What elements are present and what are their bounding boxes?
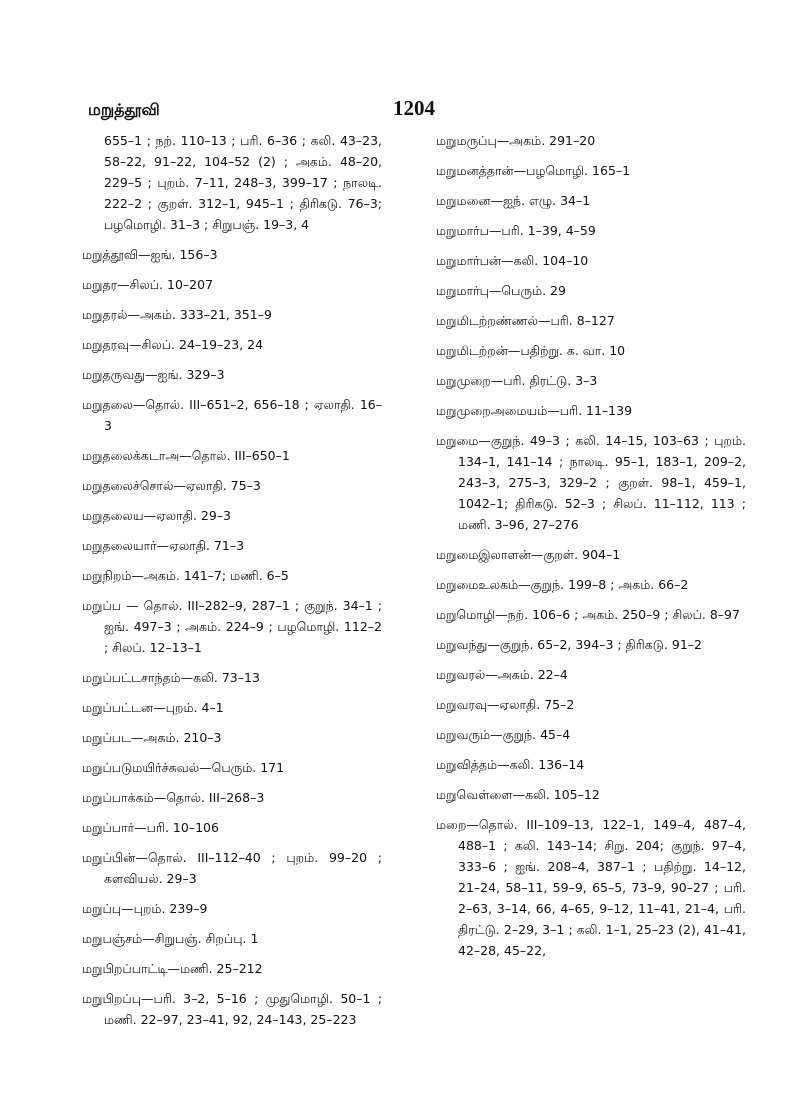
index-entry: மறுமை—குறுந். 49–3 ; கலி. 14–15, 103–63 ; புறம். 134–1, 141–14 ; நாலடி. 95–1, 183–1, 209–2, 243–3, 275–3, 329–2 ; குறள். 98–1, 459–1, 1042–1; திரிகடு. 52–3 ; சிலப். 11–112, 113 ; மணி. 3–96, 27–276 <box>436 433 746 532</box>
index-entry: மறுதலையார்—ஏலாதி. 71–3 <box>82 538 245 553</box>
index-entry: மறுமிடற்றன்—பதிற்று. க. வா. 10 <box>436 343 626 358</box>
right-column <box>436 130 746 970</box>
index-entry: மறுவெள்ளை—கலி. 105–12 <box>436 787 600 802</box>
index-entry: மறுதர—சிலப். 10–207 <box>82 277 214 292</box>
index-entry: மறுப்படுமயிர்ச்சுவல்—பெரும். 171 <box>82 760 285 775</box>
index-entry: மறுமுறை—பரி. திரட்டு. 3–3 <box>436 373 598 388</box>
index-entry: மறுமார்பு—பெரும். 29 <box>436 283 566 298</box>
index-entry: மறுப்பார்—பரி. 10–106 <box>82 820 219 835</box>
index-entry: மறுவரவு—ஏலாதி. 75–2 <box>436 697 575 712</box>
index-entry: மறுமனை—ஐந். எழு. 34–1 <box>436 193 591 208</box>
index-entry: மறுமைஇலாளன்—குறள். 904–1 <box>436 547 621 562</box>
index-entry: மறுதலைக்கடாஅ—தொல். III–650–1 <box>82 448 290 463</box>
index-entry: மறுப்பின்—தொல். III–112–40 ; புறம். 99–20 ; களவியல். 29–3 <box>82 850 382 886</box>
index-entry: 655–1 ; நற். 110–13 ; பரி. 6–36 ; கலி. 43–23, 58–22, 91–22, 104–52 (2) ; அகம். 48–20, 229–5 ; புறம். 7–11, 248–3, 399–17 ; நாலடி. 222–2 ; குறள். 312–1, 945–1 ; திரிகடு. 76–3; பழமொழி. 31–3 ; சிறுபஞ். 19–3, 4 <box>104 133 382 232</box>
index-entry: மறுப்ப — தொல். III–282–9, 287–1 ; குறுந். 34–1 ; ஐங். 497–3 ; அகம். 224–9 ; பழமொழி. 112–2 ; சிலப். 12–13–1 <box>82 598 382 655</box>
index-entry: மறுநிறம்—அகம். 141–7; மணி. 6–5 <box>82 568 289 583</box>
index-entry: மறுவந்து—குறுந். 65–2, 394–3 ; திரிகடு. 91–2 <box>436 637 703 652</box>
page-header <box>88 96 748 126</box>
index-entry: மறுமார்ப—பரி. 1–39, 4–59 <box>436 223 596 238</box>
index-entry: மறுபிறப்பாட்டி—மணி. 25–212 <box>82 961 263 976</box>
page-number: 1204 <box>393 96 435 120</box>
index-entry: மறுவரும்—குறுந். 45–4 <box>436 727 571 742</box>
index-entry: மறுப்பட்டன—புறம். 4–1 <box>82 700 224 715</box>
index-entry: மறுமனத்தான்—பழமொழி. 165–1 <box>436 163 631 178</box>
index-entry: மறுபிறப்பு—பரி. 3–2, 5–16 ; முதுமொழி. 50–1 ; மணி. 22–97, 23–41, 92, 24–143, 25–223 <box>82 991 382 1027</box>
index-entry: மறுவரல்—அகம். 22–4 <box>436 667 568 682</box>
index-entry: மறுமைஉலகம்—குறுந். 199–8 ; அகம். 66–2 <box>436 577 689 592</box>
index-entry: மறுமொழி—நற். 106–6 ; அகம். 250–9 ; சிலப். 8–97 <box>436 607 740 622</box>
index-entry: மறுதலை—தொல். III–651–2, 656–18 ; ஏலாதி. 16–3 <box>82 397 382 433</box>
index-entry: மறுப்பட்டசாந்தம்—கலி. 73–13 <box>82 670 260 685</box>
index-entry: மறுதலைச்சொல்—ஏலாதி. 75–3 <box>82 478 261 493</box>
index-entry: மறுதருவது—ஐங். 329–3 <box>82 367 225 382</box>
index-entry: மறுமிடற்றண்ணல்—பரி. 8–127 <box>436 313 615 328</box>
index-entry: மறுமார்பன்—கலி. 104–10 <box>436 253 589 268</box>
index-entry: மறுமருப்பு—அகம். 291–20 <box>436 133 596 148</box>
index-entry: மறை—தொல். III–109–13, 122–1, 149–4, 487–4, 488–1 ; கலி. 143–14; சிறு. 204; குறுந். 97–4, 333–6 ; ஐங். 208–4, 387–1 ; பதிற்று. 14–12, 21–24, 58–11, 59–9, 65–5, 73–9, 90–27 ; பரி. 2–63, 3–14, 66, 4–65, 9–12, 11–41, 21–4, பரி. திரட்டு. 2–29, 3–1 ; கலி. 1–1, 25–23 (2), 41–41, 42–28, 45–22, <box>436 817 746 958</box>
left-column <box>82 130 382 1039</box>
index-entry: மறுதரவு—சிலப். 24–19–23, 24 <box>82 337 264 352</box>
index-entry: மறுத்தூவி—ஐங். 156–3 <box>82 247 218 262</box>
index-entry: மறுப்பட—அகம். 210–3 <box>82 730 222 745</box>
index-entry: மறுப்பு—புறம். 239–9 <box>82 901 208 916</box>
index-entry: மறுதலைய—ஏலாதி. 29–3 <box>82 508 232 523</box>
index-entry: மறுமுறைஅமையம்—பரி. 11–139 <box>436 403 633 418</box>
index-entry: மறுதரல்—அகம். 333–21, 351–9 <box>82 307 272 322</box>
index-entry: மறுப்பாக்கம்—தொல். III–268–3 <box>82 790 265 805</box>
index-entry: மறுபஞ்சம்—சிறுபஞ். சிறப்பு. 1 <box>82 931 259 946</box>
running-head: மறுத்தூவி <box>88 100 160 119</box>
index-entry: மறுவித்தம்—கலி. 136–14 <box>436 757 585 772</box>
